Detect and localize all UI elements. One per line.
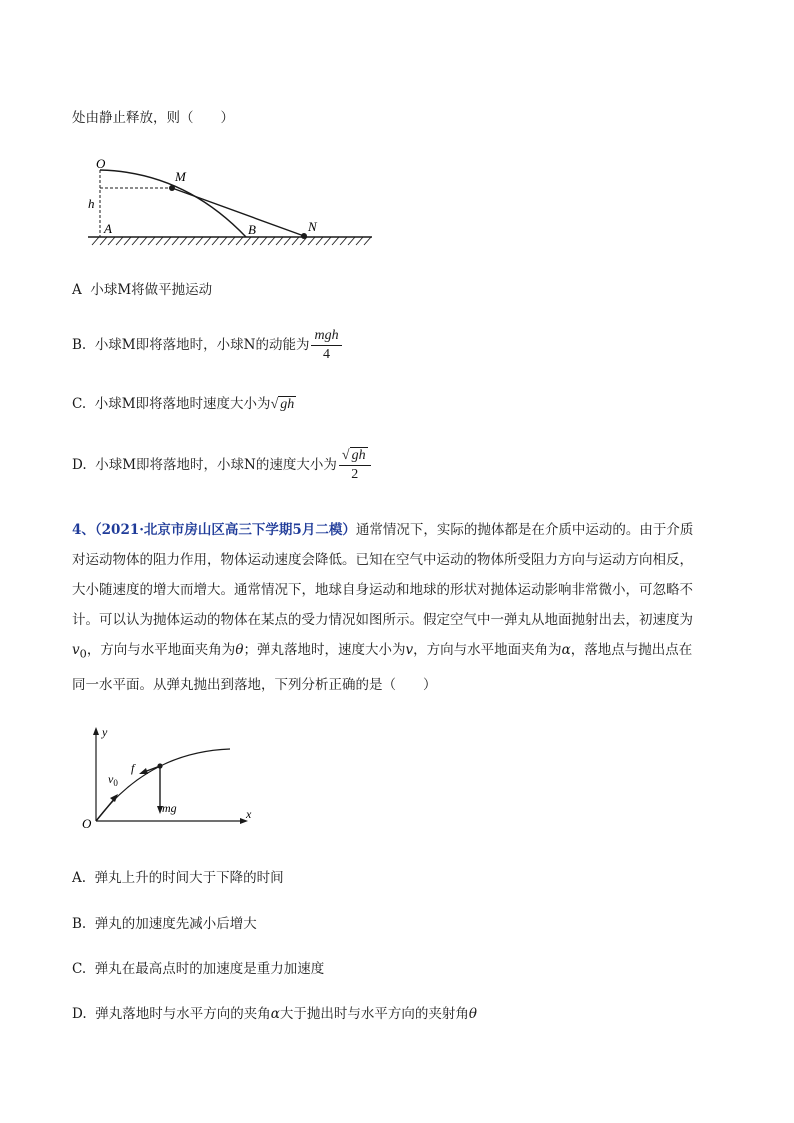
fraction-denominator: 2 <box>351 467 359 483</box>
q4-line-2: 对运动物体的阻力作用，物体运动速度会降低。已知在空气中运动的物体所受阻力方向与运动方向相反， <box>72 552 693 568</box>
option-prefix: A. <box>72 870 87 886</box>
ball-n <box>301 233 307 239</box>
q3-figure <box>84 156 384 248</box>
option-text: 弹丸在最高点时的加速度是重力加速度 <box>94 961 325 977</box>
q3-option-b[interactable] <box>72 328 342 363</box>
ground-hatching <box>92 237 371 245</box>
option-text: 大于抛出时与水平方向的夹射角 <box>279 1006 469 1022</box>
radicand: gh <box>280 396 295 412</box>
q4-option-d[interactable] <box>72 1002 477 1022</box>
option-prefix: C. <box>72 961 87 977</box>
option-prefix: B. <box>72 916 87 932</box>
label-v0: $v_0$ <box>108 772 118 788</box>
label-mg: mg <box>162 801 177 815</box>
fraction-mgh-over-4 <box>311 328 341 363</box>
radical-sign: √ <box>270 396 279 412</box>
fraction-numerator: √ gh <box>339 448 371 466</box>
question-source: （2021·北京市房山区高三下学期5月二模） <box>94 522 356 538</box>
fraction-sqrt-gh-over-2 <box>339 448 371 483</box>
label-h: h <box>88 196 95 211</box>
q4-option-c[interactable] <box>72 957 324 977</box>
q4-line-5: $v_0$，方向与水平地面夹角为θ；弹丸落地时，速度大小为v，方向与水平地面夹角为α，落地点与抛出点在 <box>72 642 693 661</box>
symbol-theta: θ <box>235 642 244 658</box>
q4-line-3: 大小随速度的增大而增大。通常情况下，地球自身运动和地球的形状对抛体运动影响非常微小，可忽略不 <box>72 582 693 598</box>
question-number: 4、 <box>72 522 95 538</box>
option-prefix: A <box>72 282 82 298</box>
label-m: M <box>175 169 186 184</box>
option-text: 弹丸的加速度先减小后增大 <box>94 916 257 932</box>
option-text: 小球M即将落地时速度大小为 <box>94 396 271 412</box>
q3-option-d[interactable] <box>72 448 371 483</box>
q4-option-b[interactable] <box>72 912 257 932</box>
v0-vector <box>96 798 115 821</box>
label-b: B <box>248 222 256 237</box>
drag-force-arrowhead <box>139 768 148 774</box>
option-prefix: D. <box>72 1006 87 1022</box>
option-text: 小球M即将落地时，小球N的速度大小为 <box>95 457 337 474</box>
q3-option-c[interactable] <box>72 392 296 413</box>
option-prefix: B. <box>72 337 87 353</box>
label-origin: O <box>82 816 92 831</box>
symbol-alpha: α <box>270 1006 280 1022</box>
y-axis-arrow <box>93 727 99 735</box>
sqrt-gh <box>271 397 297 413</box>
q4-figure <box>78 724 268 834</box>
label-f: f <box>131 761 135 775</box>
q4-option-a[interactable] <box>72 866 284 886</box>
q4-line-4: 计。可以认为抛体运动的物体在某点的受力情况如图所示。假定空气中一弹丸从地面抛射出去，初速度为 <box>72 612 693 628</box>
label-o: O <box>96 156 106 171</box>
q4-line-6: 同一水平面。从弹丸抛出到落地，下列分析正确的是（ ） <box>72 676 437 693</box>
curved-track <box>100 170 246 237</box>
symbol-alpha: α <box>561 642 571 658</box>
label-n: N <box>308 219 317 234</box>
symbol-v: v <box>405 642 414 658</box>
q4-stem <box>72 515 722 700</box>
option-text: 弹丸上升的时间大于下降的时间 <box>94 870 284 886</box>
ball-m <box>169 185 175 191</box>
radicand: gh <box>351 448 366 463</box>
option-text: 小球M将做平抛运动 <box>90 282 213 298</box>
fraction-numerator: mgh <box>311 328 341 346</box>
label-a: A <box>104 221 112 236</box>
option-prefix: C. <box>72 396 87 412</box>
q4-line-1: 4、（2021·北京市房山区高三下学期5月二模）通常情况下，实际的抛体都是在介质中运动的。由于介质 <box>72 522 694 538</box>
q3-stem-tail: 处由静止释放，则（ ） <box>72 110 234 126</box>
option-text: 小球M即将落地时，小球N的动能为 <box>94 337 310 353</box>
label-x: x <box>246 807 252 821</box>
symbol-theta: θ <box>468 1006 477 1022</box>
q3-option-a[interactable] <box>72 278 212 298</box>
option-prefix: D. <box>72 457 87 474</box>
option-text: 弹丸落地时与水平方向的夹角 <box>95 1006 271 1022</box>
label-y: y <box>102 725 108 739</box>
fraction-denominator: 4 <box>323 347 331 362</box>
symbol-v0: v <box>72 642 80 658</box>
